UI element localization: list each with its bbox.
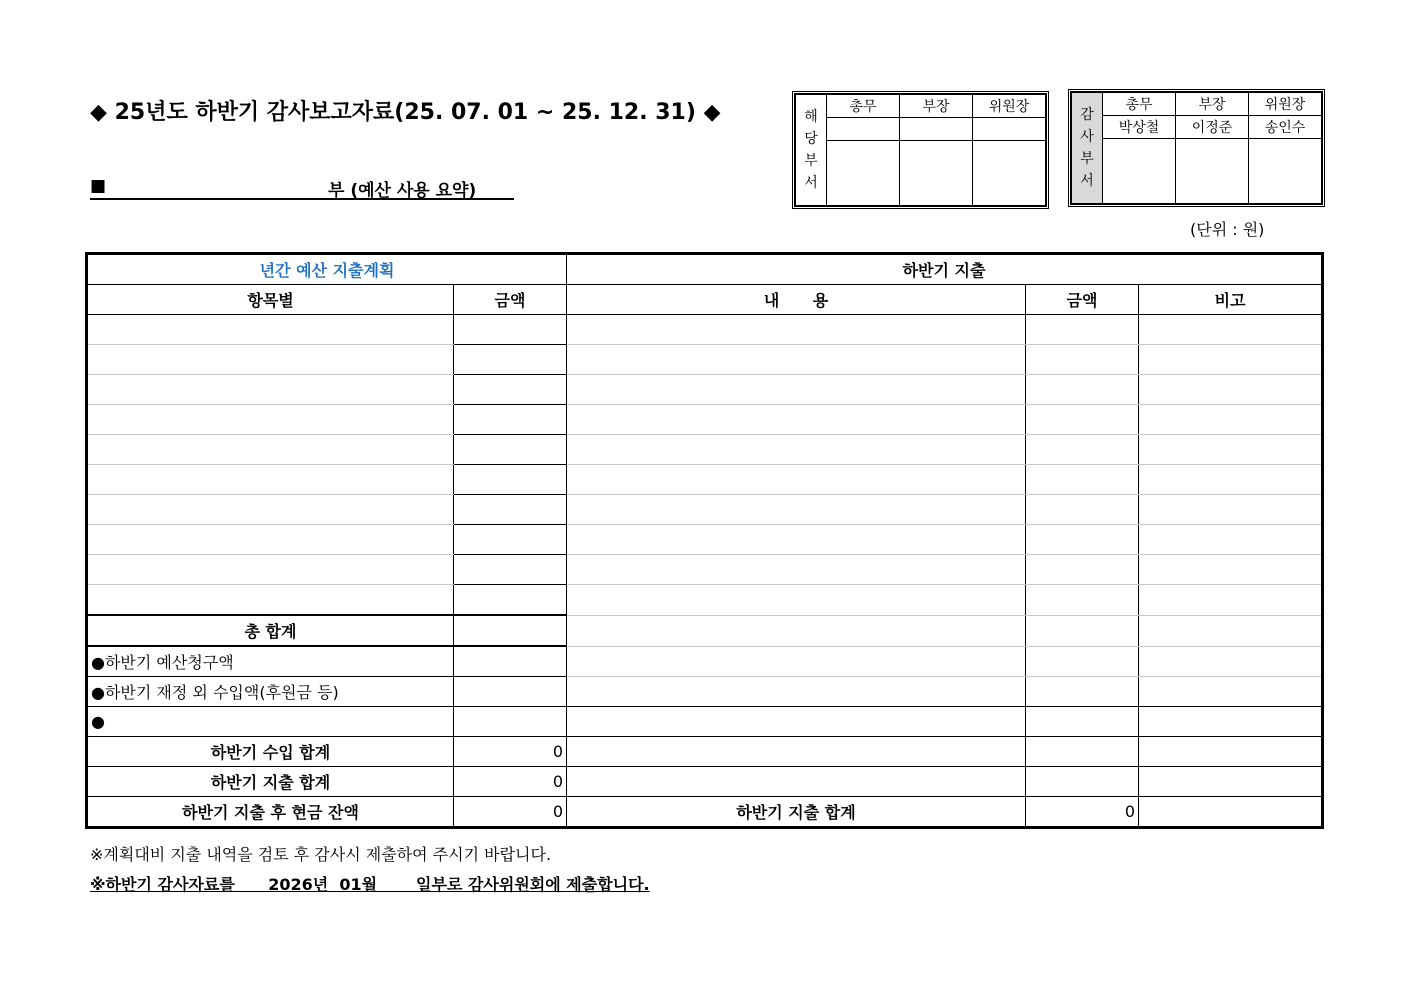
amount-column-header: 금액 bbox=[1026, 285, 1139, 315]
note-cell[interactable] bbox=[1139, 345, 1323, 375]
content-cell[interactable] bbox=[567, 345, 1026, 375]
content-cell[interactable] bbox=[567, 525, 1026, 555]
table-row bbox=[87, 435, 1323, 465]
note-cell[interactable] bbox=[1139, 435, 1323, 465]
annual-plan-header: 년간 예산 지출계획 bbox=[87, 254, 567, 285]
content-cell[interactable] bbox=[567, 737, 1026, 767]
content-cell[interactable] bbox=[567, 375, 1026, 405]
other-income-value[interactable] bbox=[454, 677, 567, 707]
content-column-header: 내 용 bbox=[567, 285, 1026, 315]
content-cell[interactable] bbox=[567, 405, 1026, 435]
unit-label: (단위 : 원) bbox=[1190, 220, 1265, 239]
note-cell[interactable] bbox=[1139, 797, 1323, 828]
content-cell[interactable] bbox=[567, 585, 1026, 616]
amount-cell[interactable] bbox=[1026, 737, 1139, 767]
instruction-note: ※계획대비 지출 내역을 검토 후 감사시 제출하여 주시기 바랍니다. bbox=[90, 845, 552, 864]
half-expense-total-label: 하반기 지출 합계 bbox=[567, 797, 1026, 828]
amount-cell[interactable] bbox=[1026, 646, 1139, 677]
role-cell: 총무 bbox=[827, 95, 900, 118]
note-cell[interactable] bbox=[1139, 315, 1323, 345]
budget-table bbox=[85, 252, 1324, 829]
content-cell[interactable] bbox=[567, 707, 1026, 737]
table-row bbox=[87, 315, 1323, 345]
note-cell[interactable] bbox=[1139, 465, 1323, 495]
name-cell: 송인수 bbox=[1249, 116, 1322, 139]
item-column-header: 항목별 bbox=[87, 285, 454, 315]
amount-cell[interactable] bbox=[454, 405, 567, 435]
amount-cell[interactable] bbox=[1026, 585, 1139, 616]
role-cell: 위원장 bbox=[973, 95, 1046, 118]
grand-total-value[interactable] bbox=[454, 615, 567, 646]
note-cell[interactable] bbox=[1139, 737, 1323, 767]
amount-cell[interactable] bbox=[1026, 555, 1139, 585]
amount-cell[interactable] bbox=[1026, 677, 1139, 707]
role-cell: 위원장 bbox=[1249, 93, 1322, 116]
content-cell[interactable] bbox=[567, 465, 1026, 495]
amount-cell[interactable] bbox=[454, 555, 567, 585]
content-cell[interactable] bbox=[567, 615, 1026, 646]
table-row bbox=[87, 737, 1323, 767]
table-row bbox=[87, 375, 1323, 405]
other-income-label: ●하반기 재정 외 수입액(후원금 등) bbox=[87, 677, 454, 707]
note-cell[interactable] bbox=[1139, 585, 1323, 616]
name-cell[interactable] bbox=[973, 118, 1046, 141]
amount-cell[interactable] bbox=[1026, 405, 1139, 435]
name-cell: 이정준 bbox=[1176, 116, 1249, 139]
name-cell: 박상철 bbox=[1103, 116, 1176, 139]
signature-cell[interactable] bbox=[827, 141, 900, 206]
item-cell[interactable] bbox=[87, 435, 454, 465]
table-row bbox=[87, 555, 1323, 585]
income-total-label: 하반기 수입 합계 bbox=[87, 737, 454, 767]
table-row bbox=[87, 345, 1323, 375]
table-row bbox=[87, 797, 1323, 828]
note-cell[interactable] bbox=[1139, 495, 1323, 525]
dept-approval-box bbox=[792, 91, 1049, 209]
signature-cell[interactable] bbox=[1176, 139, 1249, 204]
amount-cell[interactable] bbox=[1026, 615, 1139, 646]
note-cell[interactable] bbox=[1139, 646, 1323, 677]
role-cell: 총무 bbox=[1103, 93, 1176, 116]
amount-cell[interactable] bbox=[1026, 435, 1139, 465]
amount-cell[interactable] bbox=[1026, 375, 1139, 405]
amount-cell[interactable] bbox=[1026, 315, 1139, 345]
cash-balance-label: 하반기 지출 후 현금 잔액 bbox=[87, 797, 454, 828]
square-bullet: ■ bbox=[90, 176, 107, 196]
note-cell[interactable] bbox=[1139, 615, 1323, 646]
item-cell[interactable] bbox=[87, 555, 454, 585]
amount-cell[interactable] bbox=[1026, 525, 1139, 555]
cash-balance-value: 0 bbox=[454, 797, 567, 828]
note-cell[interactable] bbox=[1139, 525, 1323, 555]
budget-request-value[interactable] bbox=[454, 646, 567, 677]
note-cell[interactable] bbox=[1139, 767, 1323, 797]
item-cell[interactable] bbox=[87, 585, 454, 616]
role-cell: 부장 bbox=[900, 95, 973, 118]
table-row bbox=[87, 585, 1323, 616]
item-cell[interactable] bbox=[87, 345, 454, 375]
content-cell[interactable] bbox=[567, 495, 1026, 525]
table-row bbox=[87, 677, 1323, 707]
amount-cell[interactable] bbox=[454, 375, 567, 405]
amount-cell[interactable] bbox=[454, 315, 567, 345]
table-row bbox=[87, 405, 1323, 435]
item-cell[interactable] bbox=[87, 495, 454, 525]
table-row bbox=[87, 525, 1323, 555]
table-row bbox=[87, 615, 1323, 646]
amount-cell[interactable] bbox=[454, 435, 567, 465]
table-row bbox=[87, 495, 1323, 525]
department-line bbox=[90, 176, 514, 201]
dept-approval-label: 해 당 부 서 bbox=[796, 95, 827, 206]
signature-cell[interactable] bbox=[1103, 139, 1176, 204]
note-cell[interactable] bbox=[1139, 555, 1323, 585]
table-row bbox=[87, 465, 1323, 495]
content-cell[interactable] bbox=[567, 435, 1026, 465]
note-cell[interactable] bbox=[1139, 405, 1323, 435]
amount-cell[interactable] bbox=[454, 585, 567, 616]
amount-cell[interactable] bbox=[1026, 345, 1139, 375]
content-cell[interactable] bbox=[567, 646, 1026, 677]
amount-cell[interactable] bbox=[1026, 767, 1139, 797]
audit-approval-label: 감 사 부 서 bbox=[1072, 93, 1103, 204]
name-cell[interactable] bbox=[827, 118, 900, 141]
submission-note: ※하반기 감사자료를 2026년 01월 일부로 감사위원회에 제출합니다. bbox=[90, 875, 650, 894]
amount-cell[interactable] bbox=[454, 495, 567, 525]
content-cell[interactable] bbox=[567, 767, 1026, 797]
amount-column-header: 금액 bbox=[454, 285, 567, 315]
amount-cell[interactable] bbox=[1026, 465, 1139, 495]
amount-cell[interactable] bbox=[1026, 495, 1139, 525]
amount-cell[interactable] bbox=[454, 465, 567, 495]
item-cell[interactable] bbox=[87, 405, 454, 435]
grand-total-label: 총 합계 bbox=[87, 615, 454, 646]
note-cell[interactable] bbox=[1139, 707, 1323, 737]
amount-cell[interactable] bbox=[454, 345, 567, 375]
note-cell[interactable] bbox=[1139, 375, 1323, 405]
half-expense-header: 하반기 지출 bbox=[567, 254, 1323, 285]
audit-approval-box bbox=[1068, 89, 1325, 207]
item-cell[interactable] bbox=[87, 315, 454, 345]
signature-cell[interactable] bbox=[973, 141, 1046, 206]
extra-income-value[interactable] bbox=[454, 707, 567, 737]
budget-request-label: ●하반기 예산청구액 bbox=[87, 646, 454, 677]
table-row bbox=[87, 646, 1323, 677]
content-cell[interactable] bbox=[567, 315, 1026, 345]
table-row bbox=[87, 767, 1323, 797]
note-cell[interactable] bbox=[1139, 677, 1323, 707]
signature-cell[interactable] bbox=[900, 141, 973, 206]
note-column-header: 비고 bbox=[1139, 285, 1323, 315]
item-cell[interactable] bbox=[87, 465, 454, 495]
department-subtitle: 부 (예산 사용 요약) bbox=[328, 181, 477, 201]
content-cell[interactable] bbox=[567, 677, 1026, 707]
page-title: ◆ 25년도 하반기 감사보고자료(25. 07. 01 ~ 25. 12. 31) ◆ bbox=[90, 100, 721, 125]
extra-income-label[interactable]: ● bbox=[87, 707, 454, 737]
amount-cell[interactable] bbox=[454, 525, 567, 555]
signature-cell[interactable] bbox=[1249, 139, 1322, 204]
department-name-underline bbox=[90, 198, 514, 200]
name-cell[interactable] bbox=[900, 118, 973, 141]
item-cell[interactable] bbox=[87, 375, 454, 405]
table-row bbox=[87, 707, 1323, 737]
item-cell[interactable] bbox=[87, 525, 454, 555]
role-cell: 부장 bbox=[1176, 93, 1249, 116]
expense-total-label: 하반기 지출 합계 bbox=[87, 767, 454, 797]
amount-cell[interactable] bbox=[1026, 707, 1139, 737]
expense-total-value: 0 bbox=[454, 767, 567, 797]
content-cell[interactable] bbox=[567, 555, 1026, 585]
half-expense-total-value: 0 bbox=[1026, 797, 1139, 828]
income-total-value: 0 bbox=[454, 737, 567, 767]
